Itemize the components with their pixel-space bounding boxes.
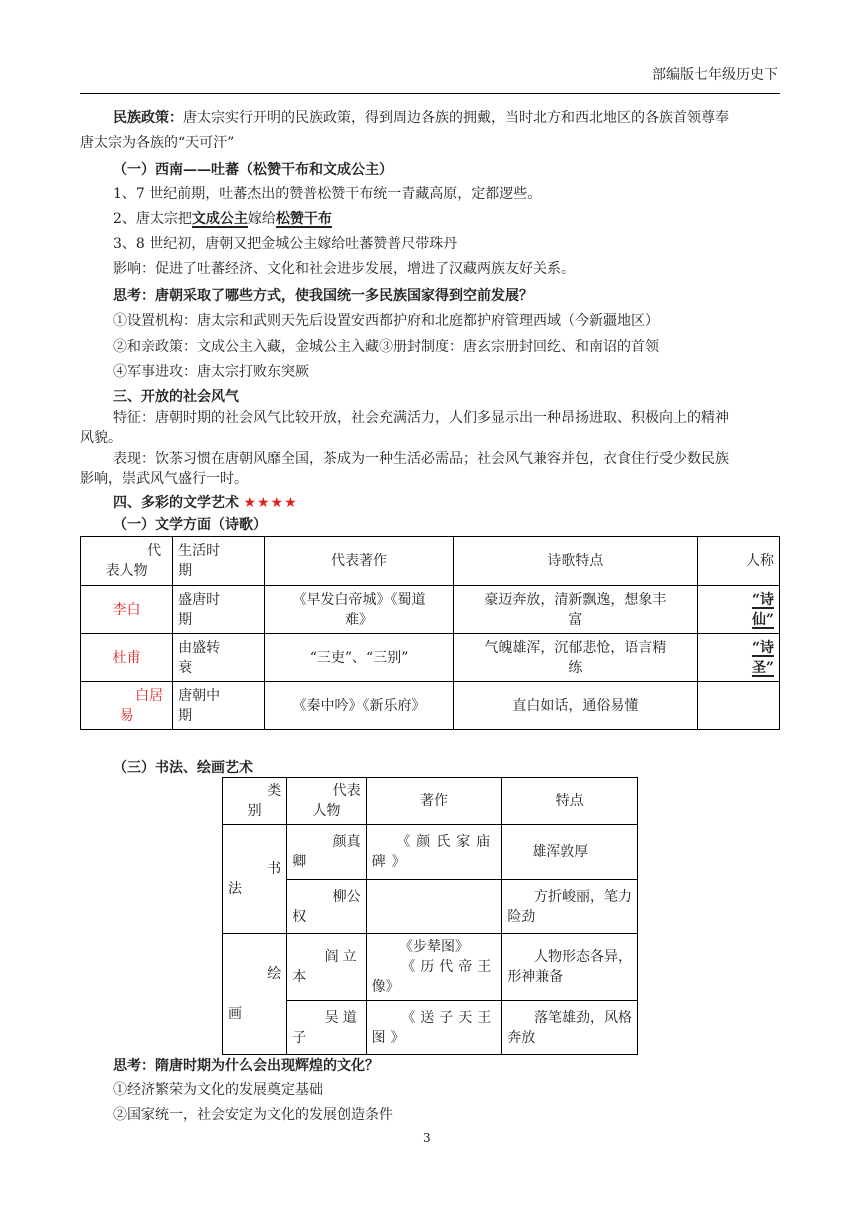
- tubo-impact: 影响：促进了吐蕃经济、文化和社会进步发展，增进了汉藏两族友好关系。: [113, 261, 575, 277]
- table-header-row: [223, 778, 638, 825]
- policy-text-2: 唐太宗为各族的“天可汗”: [80, 135, 235, 151]
- works-cell: 《送子天王 图》: [366, 1001, 502, 1055]
- header-cell: [173, 537, 265, 586]
- poet-works: “三吏”、“三别”: [265, 634, 453, 682]
- tubo-p2-c: 嫁给: [247, 211, 276, 227]
- think2-answer-1: ①经济繁荣为文化的发展奠定基础: [113, 1082, 323, 1098]
- header-rule: [80, 93, 780, 94]
- table-row: [223, 825, 638, 880]
- feature-cell: 雄浑敦厚: [502, 825, 638, 880]
- social-feature-1: 特征：唐朝时期的社会风气比较开放，社会充满活力，人们多显示出一种昂扬进取、积极向上的精神: [113, 410, 729, 426]
- poet-period: 由盛转 衰: [173, 634, 265, 682]
- tubo-point-2: [113, 209, 332, 229]
- poet-name: 李白: [81, 586, 173, 634]
- poet-feature: 直白如话，通俗易懂: [453, 682, 697, 730]
- art-heading: 四、多彩的文学艺术: [113, 495, 239, 511]
- artist-cell: 吴道 子: [287, 1001, 366, 1055]
- works-cell: [366, 880, 502, 934]
- think2-answer-2: ②国家统一，社会安定为文化的发展创造条件: [113, 1107, 393, 1123]
- header-person-b: 表人物: [105, 563, 148, 579]
- page-header: 部编版七年级历史下: [652, 67, 778, 83]
- poet-feature: 豪迈奔放，清新飘逸，想象丰 富: [453, 586, 697, 634]
- header-cell: 代表 人物: [287, 778, 366, 825]
- header-cell: 人称: [697, 537, 779, 586]
- feature-cell: 方折峻丽，笔力 险劲: [502, 880, 638, 934]
- header-period-b: 期: [178, 563, 193, 579]
- category-cell: 书 法: [223, 825, 287, 934]
- poet-period: 盛唐时 期: [173, 586, 265, 634]
- tubo-point-1: 1、7 世纪前期，吐蕃杰出的赞普松赞干布统一青藏高原，定都逻些。: [113, 186, 542, 202]
- think2-question: 思考：隋唐时期为什么会出现辉煌的文化？: [113, 1058, 379, 1074]
- artist-cell: 柳公 权: [287, 880, 366, 934]
- poet-name: 白居 易: [81, 682, 173, 730]
- table-row: [81, 634, 780, 682]
- tubo-point-3: 3、8 世纪初，唐朝又把金城公主嫁给吐蕃赞普尺带珠丹: [113, 236, 458, 252]
- social-feature-2: 风貌。: [80, 430, 122, 446]
- header-cell: 类 别: [223, 778, 287, 825]
- songzan-name: 松赞干布: [275, 211, 332, 227]
- poet-works: 《早发白帝城》《蜀道 难》: [265, 586, 453, 634]
- policy-label: 民族政策：: [113, 110, 183, 126]
- header-period-a: 生活时: [178, 543, 221, 559]
- tubo-p2-a: 2、唐太宗把: [113, 211, 192, 227]
- table-row: [223, 934, 638, 1001]
- think1-answer-1: ①设置机构：唐太宗和武则天先后设置安西都护府和北庭都护府管理西域（今新疆地区）: [113, 313, 659, 329]
- poet-title: [697, 682, 779, 730]
- social-show-2: 影响，崇武风气盛行一时。: [80, 471, 248, 487]
- art-heading-line: [113, 493, 298, 513]
- works-cell: 《颜氏家庙 碑》: [366, 825, 502, 880]
- think1-question: 思考：唐朝采取了哪些方式，使我国统一多民族国家得到空前发展？: [113, 288, 533, 304]
- calligraphy-heading: （三）书法、绘画艺术: [113, 760, 253, 776]
- feature-cell: 落笔雄劲，风格 奔放: [502, 1001, 638, 1055]
- header-cell: 著作: [366, 778, 502, 825]
- poet-period: 唐朝中 期: [173, 682, 265, 730]
- artist-cell: 颜真 卿: [287, 825, 366, 880]
- tubo-heading: （一）西南——吐蕃（松赞干布和文成公主）: [113, 162, 393, 178]
- poet-name: 杜甫: [81, 634, 173, 682]
- table-row: [81, 682, 780, 730]
- header-cell: [81, 537, 173, 586]
- poetry-heading: （一）文学方面（诗歌）: [113, 517, 267, 533]
- poet-feature: 气魄雄浑，沉郁悲怆，语言精 练: [453, 634, 697, 682]
- header-cell: 诗歌特点: [453, 537, 697, 586]
- category-cell: 绘 画: [223, 934, 287, 1055]
- policy-text-1: 唐太宗实行开明的民族政策，得到周边各族的拥戴，当时北方和西北地区的各族首领尊奉: [183, 110, 729, 126]
- think1-answer-3: ④军事进攻：唐太宗打败东突厥: [113, 364, 309, 380]
- think1-answer-2: ②和亲政策：文成公主入藏，金城公主入藏③册封制度：唐玄宗册封回纥、和南诏的首领: [113, 339, 659, 355]
- poetry-table: [80, 536, 780, 730]
- policy-paragraph: [113, 108, 729, 128]
- social-heading: 三、开放的社会风气: [113, 389, 239, 405]
- table-header-row: [81, 537, 780, 586]
- table-row: [81, 586, 780, 634]
- social-show-1: 表现：饮茶习惯在唐朝风靡全国，茶成为一种生活必需品；社会风气兼容并包，衣食住行受少数民族: [113, 451, 729, 467]
- poet-title: “诗 圣”: [697, 634, 779, 682]
- header-cell: 代表著作: [265, 537, 453, 586]
- poet-title: “诗 仙”: [697, 586, 779, 634]
- calligraphy-table: [222, 777, 638, 1055]
- feature-cell: 人物形态各异， 形神兼备: [502, 934, 638, 1001]
- works-cell: 《步辇图》 《历代帝王 像》: [366, 934, 502, 1001]
- page-number: 3: [423, 1131, 431, 1145]
- poet-works: 《秦中吟》《新乐府》: [265, 682, 453, 730]
- artist-cell: 阎立 本: [287, 934, 366, 1001]
- importance-stars-icon: ★★★★: [243, 495, 298, 511]
- header-person-a: 代: [147, 543, 162, 559]
- header-cell: 特点: [502, 778, 638, 825]
- wencheng-name: 文成公主: [191, 211, 248, 227]
